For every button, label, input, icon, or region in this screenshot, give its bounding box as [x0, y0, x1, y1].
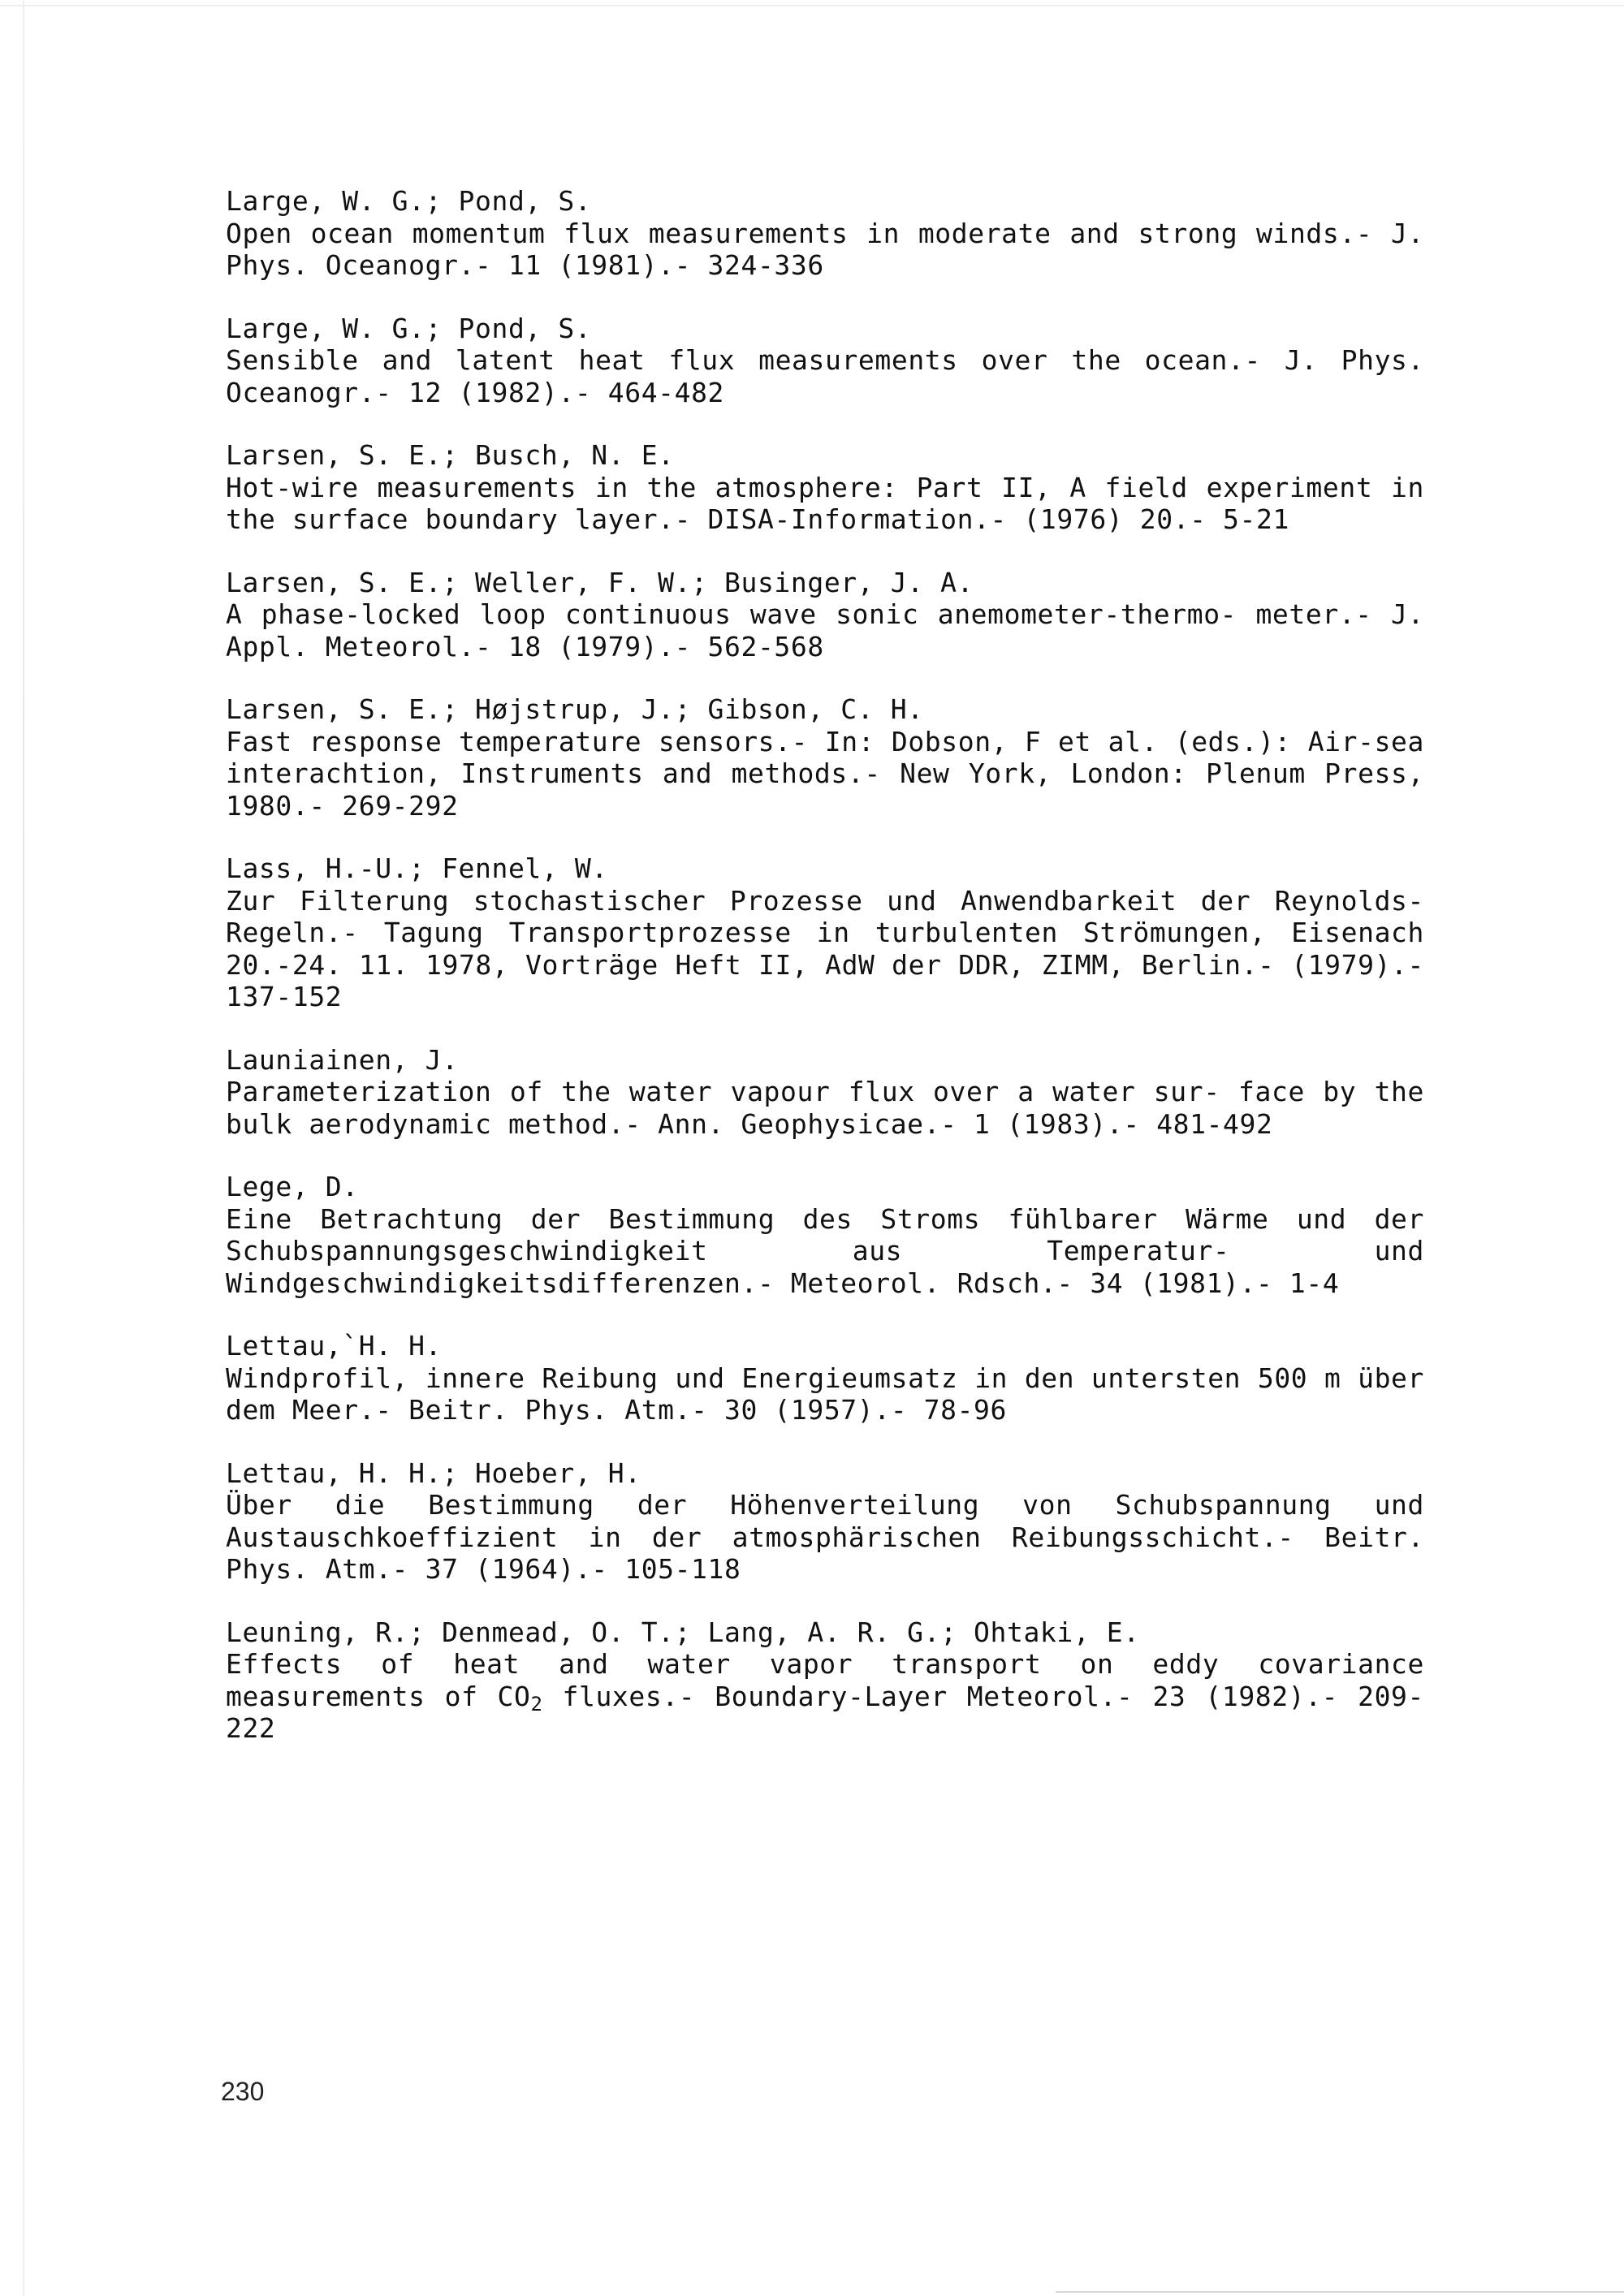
reference-authors: Larsen, S. E.; Busch, N. E.	[226, 439, 675, 471]
reference-entry	[226, 567, 1424, 663]
reference-authors: Large, W. G.; Pond, S.	[226, 185, 592, 217]
reference-entry	[226, 1044, 1424, 1141]
reference-authors: Lege, D.	[226, 1171, 359, 1202]
reference-authors: Lass, H.-U.; Fennel, W.	[226, 852, 608, 884]
reference-text	[226, 1648, 1424, 1745]
reference-entry	[226, 313, 1424, 409]
reference-entry	[226, 185, 1424, 282]
reference-text: Fast response temperature sensors.- In: Dobson, F et al. (eds.): Air-sea interachtion, Instruments and methods.- New York, London: Plenum Press, 1980.- 269-292	[226, 725, 1424, 822]
reference-authors: Lettau,`H. H.	[226, 1330, 443, 1362]
reference-text: Windprofil, innere Reibung und Energieumsatz in den untersten 500 m über dem Meer.- Beitr. Phys. Atm.- 30 (1957).- 78-96	[226, 1362, 1424, 1426]
reference-authors: Larsen, S. E.; Højstrup, J.; Gibson, C. H.	[226, 693, 924, 725]
reference-text: Hot-wire measurements in the atmosphere: Part II, A field experiment in the surface boundary layer.- DISA-Information.- (1976) 20.- 5-21	[226, 471, 1424, 535]
reference-text: Sensible and latent heat flux measurements over the ocean.- J. Phys. Oceanogr.- 12 (1982).- 464-482	[226, 344, 1424, 408]
reference-entry	[226, 1457, 1424, 1586]
reference-text: Parameterization of the water vapour flux over a water sur- face by the bulk aerodynamic method.- Ann. Geophysicae.- 1 (1983).- 481-492	[226, 1076, 1424, 1140]
reference-entry	[226, 1330, 1424, 1426]
reference-text: Über die Bestimmung der Höhenverteilung von Schubspannung und Austauschkoeffizient in der atmosphärischen Reibungsschicht.- Beitr. Phys. Atm.- 37 (1964).- 105-118	[226, 1489, 1424, 1585]
reference-text: Eine Betrachtung der Bestimmung des Stroms fühlbarer Wärme und der Schubspannungsgeschwindigkeit aus Temperatur- und Windgeschwindigkeitsdifferenzen.- Meteorol. Rdsch.- 34 (1981).- 1-4	[226, 1202, 1424, 1299]
reference-entry	[226, 693, 1424, 822]
reference-entry	[226, 852, 1424, 1013]
reference-authors: Larsen, S. E.; Weller, F. W.; Businger, J. A.	[226, 566, 974, 598]
page-number: 230	[221, 2077, 265, 2106]
scan-edge-top	[0, 5, 1624, 6]
reference-text-part: Effects of heat and water vapor transport on eddy covariance measurements of CO	[226, 1648, 1424, 1712]
reference-entry	[226, 439, 1424, 536]
reference-authors: Large, W. G.; Pond, S.	[226, 312, 592, 344]
scan-edge-bottom	[1056, 2291, 1624, 2293]
reference-entry	[226, 1171, 1424, 1299]
reference-text: Open ocean momentum flux measurements in moderate and strong winds.- J. Phys. Oceanogr.- 11 (1981).- 324-336	[226, 217, 1424, 281]
reference-text: A phase-locked loop continuous wave sonic anemometer-thermo- meter.- J. Appl. Meteorol.- 18 (1979).- 562-568	[226, 598, 1424, 662]
scan-edge-left	[23, 0, 24, 2296]
reference-authors: Launiainen, J.	[226, 1043, 459, 1076]
reference-authors: Lettau, H. H.; Hoeber, H.	[226, 1457, 641, 1489]
reference-list	[226, 185, 1424, 1776]
subscript-two: 2	[530, 1692, 543, 1716]
reference-authors: Leuning, R.; Denmead, O. T.; Lang, A. R. G.; Ohtaki, E.	[226, 1616, 1140, 1648]
reference-text-part: fluxes.- Boundary-Layer Meteorol.- 23 (1982).- 209-222	[226, 1680, 1424, 1744]
reference-entry	[226, 1616, 1424, 1745]
reference-text: Zur Filterung stochastischer Prozesse und Anwendbarkeit der Reynolds-Regeln.- Tagung Transportprozesse in turbulenten Strömungen, Eisenach 20.-24. 11. 1978, Vorträge Heft II, AdW der DDR, ZIMM, Berlin.- (1979).- 137-152	[226, 884, 1424, 1012]
